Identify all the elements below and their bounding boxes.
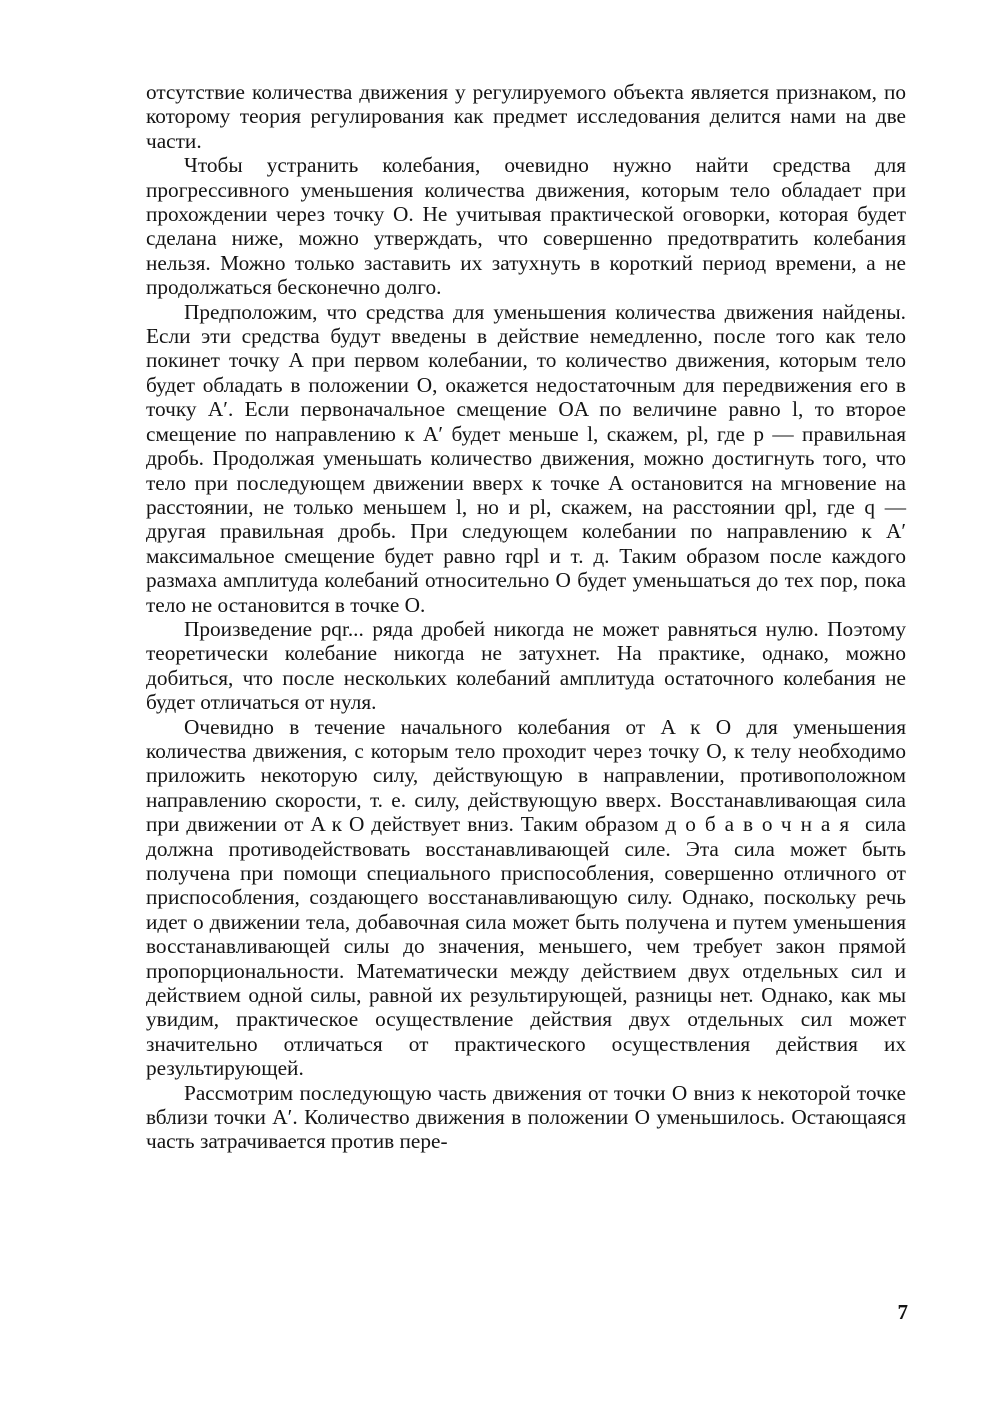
body-text — [146, 80, 906, 1154]
paragraph: отсутствие количества движения у регулируемого объекта является признаком, по которому теория регулирования как предмет исследования делится нами на две части. — [146, 80, 906, 153]
paragraph: Рассмотрим последующую часть движения от точки O вниз к некоторой точке вблизи точки A′. Количество движения в положении O уменьшилось. Остающаяся часть затрачивается против пере- — [146, 1080, 906, 1154]
paragraph: Чтобы устранить колебания, очевидно нужно найти средства для прогрессивного уменьшения количества движения, которым тело обладает при прохождении через точку O. Не учитывая практической оговорки, которая будет сделана ниже, можно утверждать, что совершенно предотвратить колебания нельзя. Можно только заставить их затухнуть в короткий период времени, а не продолжаться бесконечно долго. — [146, 153, 906, 300]
paragraph: Предположим, что средства для уменьшения количества движения найдены. Если эти средства будут введены в действие немедленно, после того как тело покинет точку A при первом колебании, то количество движения, которым тело будет обладать в положении O, окажется недостаточным для передвижения его в точку A′. Если первоначальное смещение OA по величине равно l, то второе смещение по направлению к A′ будет меньше l, скажем, pl, где p — правильная дробь. Продолжая уменьшать количество движения, можно достигнуть того, что тело при последующем движении вверх к точке A остановится на мгновение на расстоянии, не только меньшем l, но и pl, скажем, на расстоянии qpl, где q — другая правильная дробь. При следующем колебании по направлению к A′ максимальное смещение будет равно rqpl и т. д. Таким образом после каждого размаха амплитуда колебаний относительно O будет уменьшаться до тех пор, пока тело не остановится в точке O. — [146, 299, 906, 617]
paragraph — [146, 715, 906, 1081]
page-number: 7 — [897, 1300, 908, 1324]
paragraph-text: сила должна противодействовать восстанавливающей силе. Эта сила может быть получена при помощи специального приспособления, совершенно отличного от приспособления, создающего восстанавливающую силу. Однако, поскольку речь идет о движении тела, добавочная сила может быть получена и путем уменьшения восстанавливающей силы до значения, меньшего, чем требует закон прямой пропорциональности. Математически между действием двух отдельных сил и действием одной силы, равной их результирующей, разницы нет. Однако, как мы увидим, практическое осуществление действия двух отдельных сил может значительно отличаться от практического осуществления действия их результирующей. — [146, 812, 906, 1081]
paragraph-text: Очевидно в течение начального колебания от A к O для уменьшения количества движения, с которым тело проходит через точку O, к телу необходимо приложить некоторую силу, действующую в направлении, противоположном направлению скорости, т. е. силу, действующую вверх. Восстанавливающая сила при движении от A к O действует вниз. Таким образом — [146, 714, 906, 837]
spaced-emphasis-word: добавочная — [665, 812, 859, 837]
paragraph: Произведение pqr... ряда дробей никогда не может равняться нулю. Поэтому теоретически колебание никогда не затухнет. На практике, однако, можно добиться, что после нескольких колебаний амплитуда остаточного колебания не будет отличаться от нуля. — [146, 616, 906, 715]
